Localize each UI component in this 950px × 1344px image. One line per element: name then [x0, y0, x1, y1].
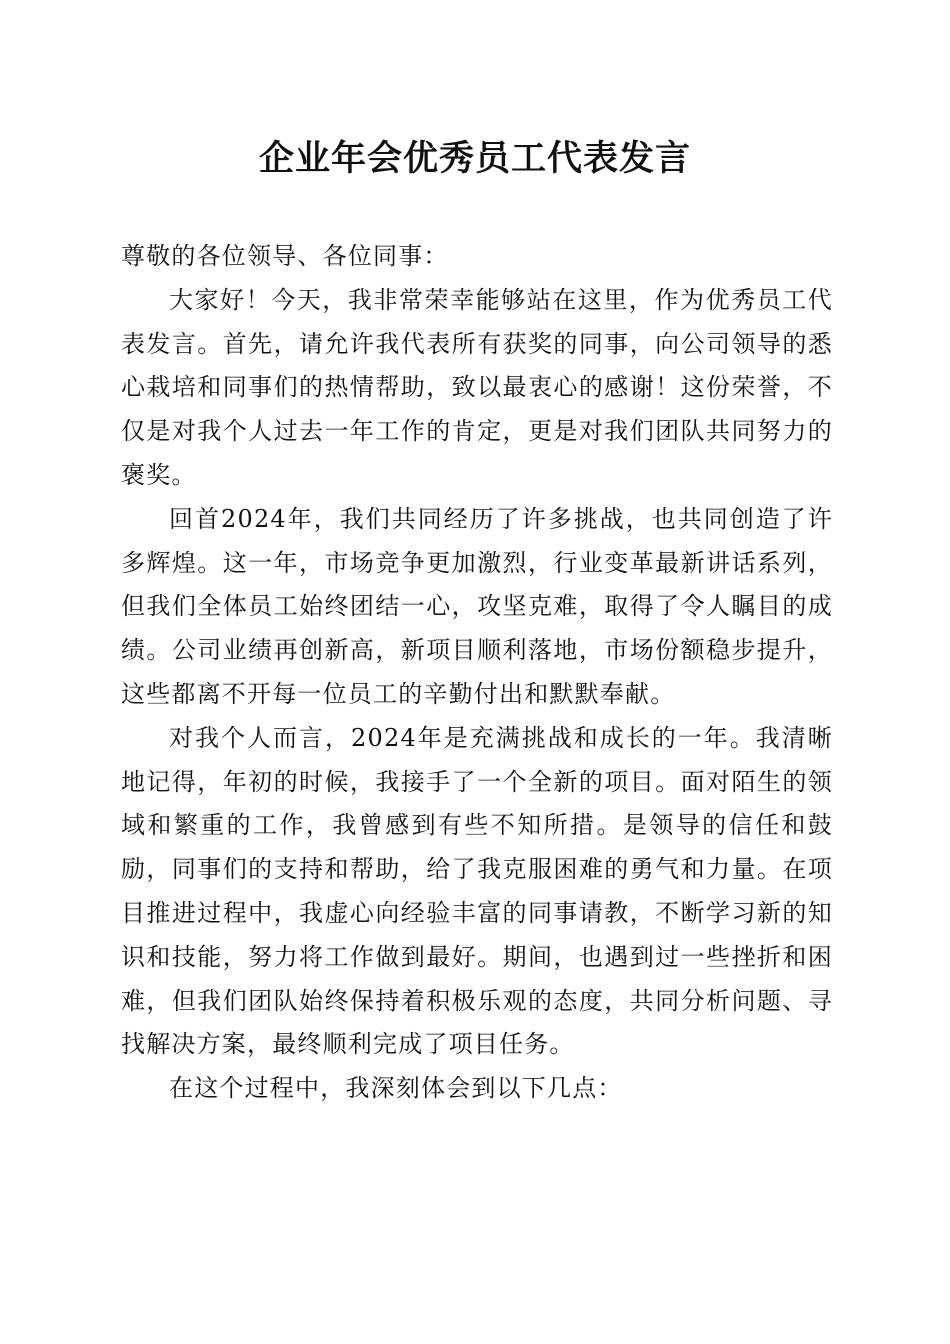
- salutation: 尊敬的各位领导、各位同事：: [121, 242, 449, 270]
- document-title: 企业年会优秀员工代表发言: [258, 138, 691, 179]
- paragraph-2: 回首2024年，我们共同经历了许多挑战，也共同创造了许多辉煌。这一年，市场竞争更加激烈，行业变革最新讲话系列，但我们全体员工始终团结一心，攻坚克难，取得了令人瞩目的成绩。公司业绩再创新高，新项目顺利落地，市场份额稳步提升，这些都离不开每一位员工的辛勤付出和默默奉献。: [121, 504, 833, 708]
- paragraph-1: 大家好！今天，我非常荣幸能够站在这里，作为优秀员工代表发言。首先，请允许我代表所有获奖的同事，向公司领导的悉心栽培和同事们的热情帮助，致以最衷心的感谢！这份荣誉，不仅是对我个人过去一年工作的肯定，更是对我们团队共同努力的褒奖。: [121, 285, 833, 489]
- paragraph-4: 在这个过程中，我深刻体会到以下几点：: [169, 1074, 623, 1103]
- document-body: [121, 235, 833, 1111]
- paragraph-3: 对我个人而言，2024年是充满挑战和成长的一年。我清晰地记得，年初的时候，我接手了一个全新的项目。面对陌生的领域和繁重的工作，我曾感到有些不知所措。是领导的信任和鼓励，同事们的支持和帮助，给了我克服困难的勇气和力量。在项目推进过程中，我虚心向经验丰富的同事请教，不断学习新的知识和技能，努力将工作做到最好。期间，也遇到过一些挫折和困难，但我们团队始终保持着积极乐观的态度，共同分析问题、寻找解决方案，最终顺利完成了项目任务。: [121, 723, 833, 1059]
